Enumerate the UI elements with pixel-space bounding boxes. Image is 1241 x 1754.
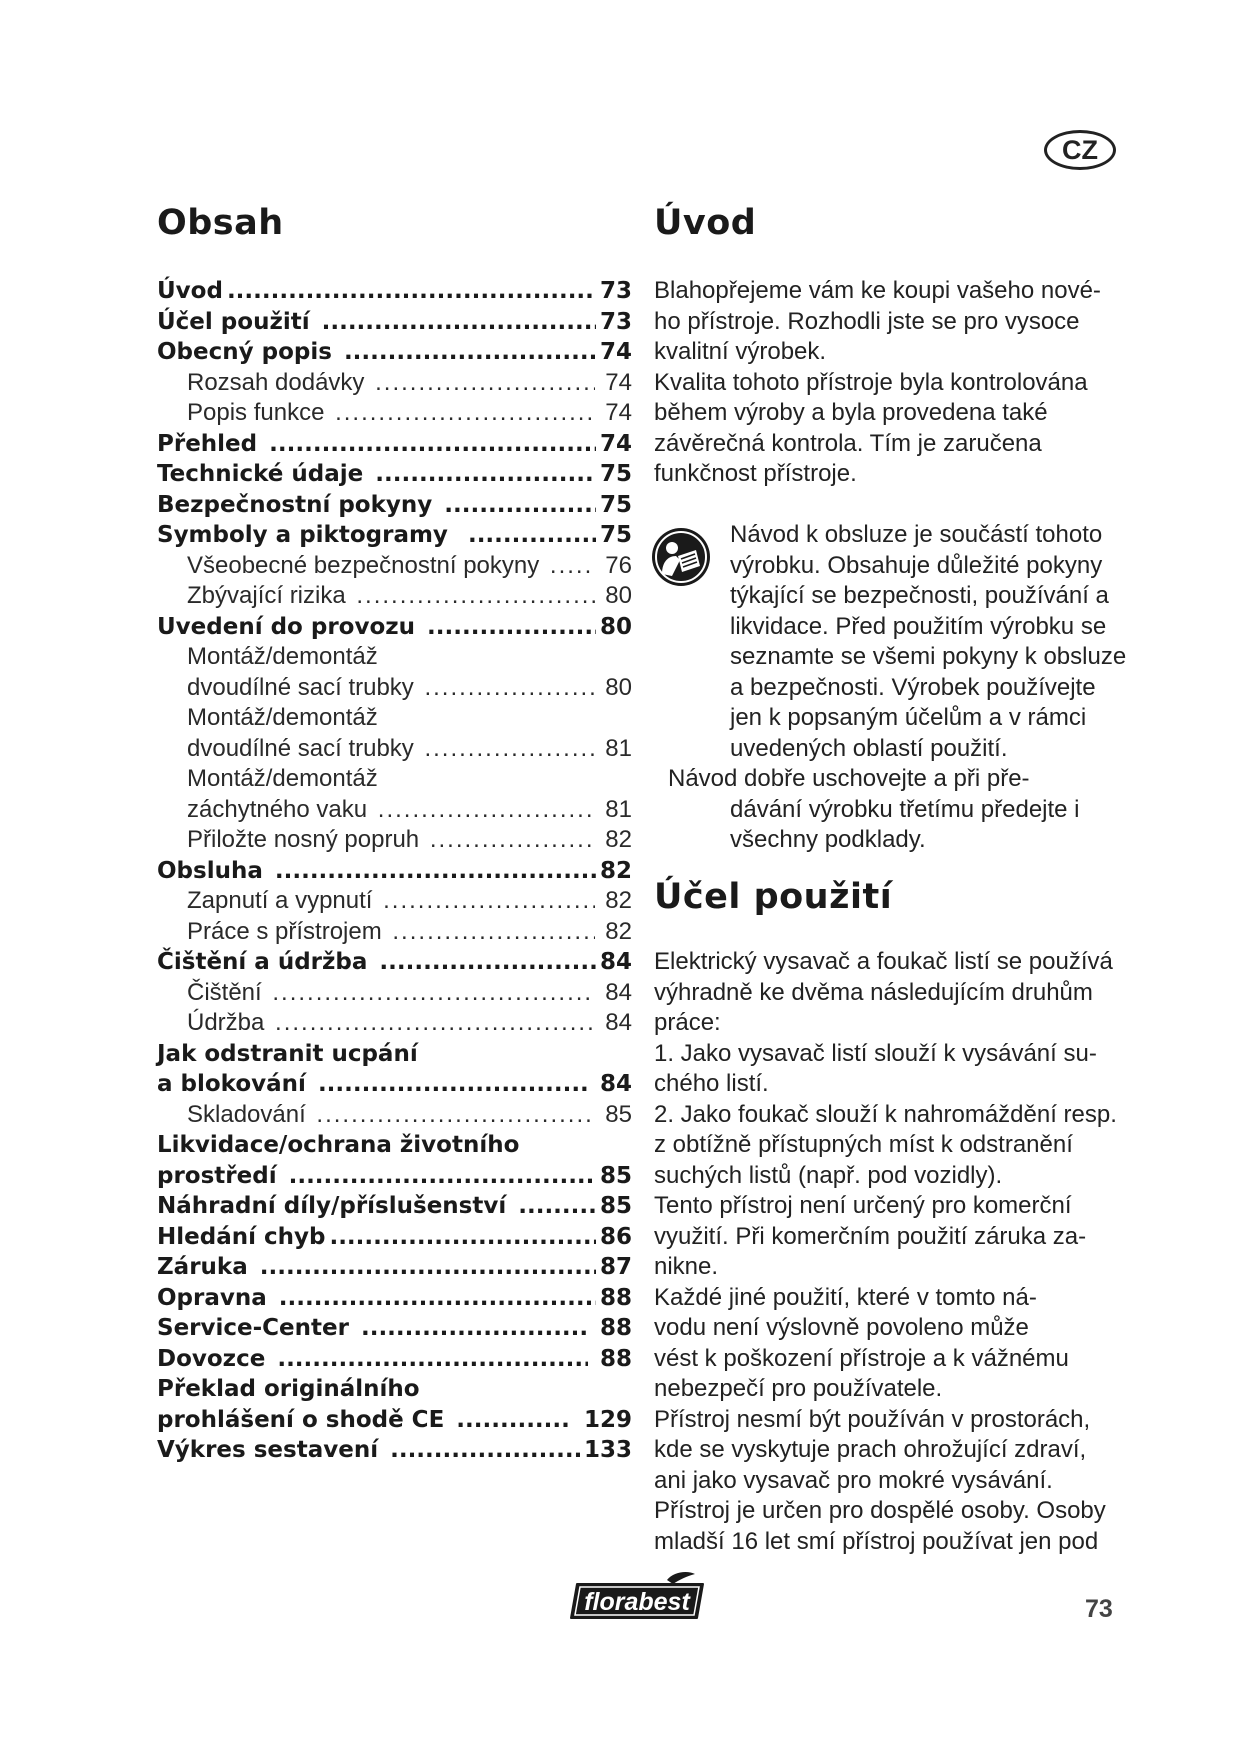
toc-leader — [427, 612, 596, 643]
note-line: výrobku. Obsahuje důležité pokyny — [730, 551, 1103, 579]
toc-entry-label: prostředí — [157, 1162, 285, 1189]
toc-heading: Obsah — [157, 203, 284, 243]
toc-subentry — [157, 642, 632, 673]
intro-line: ho přístroje. Rozhodli jste se pro vysoce — [654, 307, 1080, 335]
toc-entry-page: 84 — [598, 978, 632, 1006]
intro-line: Kvalita tohoto přístroje byla kontrolována — [654, 368, 1088, 396]
toc-subentry — [157, 1008, 632, 1039]
table-of-contents — [157, 276, 632, 1466]
toc-entry-label: Rozsah dodávky — [187, 368, 372, 396]
intro-paragraph — [654, 276, 1101, 490]
toc-entry — [157, 1344, 632, 1375]
manual-note-tail — [668, 764, 1030, 795]
toc-entry-page: 74 — [599, 430, 632, 457]
toc-leader — [260, 1252, 596, 1283]
toc-leader — [335, 398, 595, 429]
toc-entry-page: 80 — [598, 582, 632, 609]
toc-entry-label: Likvidace/ochrana životního — [157, 1132, 520, 1158]
toc-entry-label: Náhradní díly/příslušenství — [157, 1193, 515, 1219]
toc-leader — [279, 1283, 596, 1314]
toc-entry — [157, 459, 632, 490]
toc-entry-label: prohlášení o shodě CE — [157, 1406, 453, 1433]
toc-leader — [424, 734, 594, 765]
toc-leader — [375, 459, 596, 490]
toc-entry — [157, 1313, 632, 1344]
toc-entry — [157, 490, 632, 521]
purpose-line: mladší 16 let smí přístroj používat jen pod — [654, 1527, 1099, 1555]
toc-entry-page: 75 — [599, 522, 632, 548]
toc-leader — [390, 1435, 580, 1466]
purpose-line: 1. Jako vysavač listí slouží k vysávání su- — [654, 1039, 1097, 1067]
purpose-line: ani jako vysavač pro mokré vysávání. — [654, 1466, 1053, 1494]
toc-entry-label: Zbývající rizika — [187, 582, 353, 609]
language-badge: CZ — [1044, 130, 1116, 170]
toc-entry-page: 129 — [575, 1406, 632, 1433]
toc-entry-label: dvoudílné sací trubky — [187, 673, 421, 701]
toc-entry — [157, 1435, 632, 1466]
toc-leader — [329, 1222, 596, 1253]
purpose-line: chého listí. — [654, 1070, 769, 1097]
toc-entry-page: 73 — [599, 308, 632, 335]
toc-entry-label: záchytného vaku — [187, 795, 374, 823]
toc-entry — [157, 1283, 632, 1314]
toc-leader — [272, 978, 594, 1009]
toc-entry — [157, 856, 632, 887]
toc-entry-page: 80 — [599, 613, 632, 640]
toc-entry-label: Výkres sestavení — [157, 1437, 387, 1463]
toc-leader — [424, 673, 594, 704]
toc-entry-label: Obecný popis — [157, 339, 340, 365]
toc-leader — [275, 1008, 595, 1039]
toc-entry — [157, 520, 632, 551]
note-line: jen k popsaným účelům a v rámci — [730, 704, 1087, 731]
toc-subentry — [157, 703, 632, 734]
toc-leader — [456, 1405, 572, 1436]
toc-entry — [157, 307, 632, 338]
toc-entry-label: Všeobecné bezpečnostní pokyny — [187, 551, 546, 579]
toc-leader — [430, 825, 595, 856]
toc-entry-page: 133 — [583, 1437, 632, 1463]
toc-leader — [361, 1313, 588, 1344]
note-line: a bezpečnosti. Výrobek používejte — [730, 673, 1096, 701]
toc-entry-label: Přehled — [157, 430, 266, 457]
toc-entry — [157, 947, 632, 978]
purpose-line: práce: — [654, 1009, 721, 1036]
toc-subentry — [157, 764, 632, 795]
toc-entry-page: 75 — [599, 461, 632, 487]
toc-entry-label: Účel použití — [157, 308, 318, 335]
toc-entry-page: 88 — [591, 1315, 632, 1341]
purpose-line: nebezpečí pro používatele. — [654, 1375, 943, 1402]
purpose-heading: Účel použití — [654, 877, 893, 917]
note-line: likvidace. Před použitím výrobku se — [730, 612, 1107, 640]
toc-entry-page: 85 — [599, 1162, 632, 1189]
purpose-line: výhradně ke dvěma následujícím druhům — [654, 978, 1093, 1006]
purpose-line: nikne. — [654, 1253, 719, 1280]
toc-entry-label: Montáž/demontáž — [187, 704, 378, 731]
toc-leader — [550, 551, 595, 582]
purpose-line: využití. Při komerčním použití záruka za- — [654, 1222, 1087, 1250]
toc-subentry — [157, 978, 632, 1009]
toc-leader — [227, 276, 596, 307]
toc-entry — [157, 1161, 632, 1192]
purpose-line: z obtížně přístupných míst k odstranění — [654, 1131, 1073, 1158]
intro-line: Blahopřejeme vám ke koupi vašeho nové- — [654, 277, 1101, 304]
intro-line: kvalitní výrobek. — [654, 338, 827, 365]
read-manual-icon — [650, 526, 712, 588]
toc-entry-page: 82 — [598, 917, 632, 945]
toc-entry-label: Hledání chyb — [157, 1223, 326, 1250]
toc-entry-label: Úvod — [157, 278, 223, 304]
toc-entry-label: Skladování — [187, 1100, 313, 1128]
toc-subentry — [157, 398, 632, 429]
purpose-line: 2. Jako foukač slouží k nahromáždění resp. — [654, 1100, 1117, 1128]
toc-entry-label: Montáž/demontáž — [187, 765, 378, 792]
purpose-line: Každé jiné použití, které v tomto ná- — [654, 1283, 1037, 1311]
florabest-logo — [569, 1570, 709, 1622]
toc-leader — [344, 337, 596, 368]
toc-leader — [378, 795, 595, 826]
toc-entry-page: 76 — [598, 551, 632, 579]
purpose-line: Přístroj je určen pro dospělé osoby. Osoby — [654, 1497, 1106, 1524]
toc-entry-page: 82 — [599, 857, 632, 884]
purpose-line: Přístroj nesmí být používán v prostorách, — [654, 1405, 1091, 1433]
toc-entry-page: 81 — [598, 795, 632, 823]
toc-leader — [392, 917, 594, 948]
toc-leader — [444, 490, 596, 521]
intro-line: během výroby a byla provedena také — [654, 399, 1048, 426]
purpose-paragraph — [654, 947, 1117, 1557]
toc-entry-label: Přiložte nosný popruh — [187, 826, 426, 853]
toc-entry-label: Obsluha — [157, 857, 271, 884]
toc-entry — [157, 1252, 632, 1283]
toc-entry-page: 82 — [598, 826, 632, 853]
toc-leader — [379, 947, 596, 978]
toc-subentry — [157, 886, 632, 917]
manual-note — [730, 520, 1126, 764]
toc-entry-label: Symboly a piktogramy — [157, 522, 464, 548]
toc-entry-page: 88 — [591, 1345, 632, 1372]
toc-entry — [157, 1374, 632, 1405]
toc-entry-page: 75 — [599, 491, 632, 518]
toc-entry-label: dvoudílné sací trubky — [187, 734, 421, 762]
toc-entry-label: Service-Center — [157, 1315, 357, 1341]
toc-subentry — [157, 551, 632, 582]
toc-entry-label: Jak odstranit ucpání — [157, 1040, 418, 1067]
toc-entry — [157, 276, 632, 307]
intro-line: funkčnost přístroje. — [654, 460, 857, 487]
toc-entry-label: Překlad originálního — [157, 1376, 420, 1402]
toc-entry-label: Popis funkce — [187, 399, 332, 426]
toc-subentry — [157, 581, 632, 612]
toc-leader — [277, 1344, 588, 1375]
toc-entry-label: Opravna — [157, 1284, 275, 1311]
toc-entry — [157, 429, 632, 460]
toc-leader — [468, 520, 596, 551]
toc-leader — [356, 581, 594, 612]
note-line: seznamte se všemi pokyny k obsluze — [730, 643, 1127, 670]
toc-entry — [157, 612, 632, 643]
toc-entry-page: 84 — [591, 1071, 632, 1097]
toc-entry — [157, 1405, 632, 1436]
note-line: všechny podklady. — [730, 826, 926, 853]
toc-subentry — [157, 825, 632, 856]
purpose-line: kde se vyskytuje prach ohrožující zdraví, — [654, 1436, 1087, 1463]
toc-entry-page: 87 — [599, 1254, 632, 1280]
purpose-line: Tento přístroj není určený pro komerční — [654, 1192, 1072, 1219]
toc-entry-page: 88 — [599, 1284, 632, 1311]
toc-entry-page: 84 — [599, 949, 632, 975]
toc-entry-label: Technické údaje — [157, 461, 372, 487]
note-line: dávání výrobku třetímu předejte i — [730, 795, 1080, 823]
toc-entry-page: 80 — [598, 673, 632, 701]
toc-entry-label: Čištění — [187, 978, 269, 1006]
toc-entry-label: Čištění a údržba — [157, 949, 376, 975]
toc-entry-page: 85 — [598, 1100, 632, 1128]
toc-leader — [275, 856, 596, 887]
toc-leader — [316, 1100, 594, 1131]
toc-entry-label: Údržba — [187, 1009, 272, 1036]
toc-entry-label: a blokování — [157, 1071, 314, 1097]
toc-leader — [318, 1069, 588, 1100]
purpose-line: vést k poškození přístroje a k vážnému — [654, 1344, 1069, 1372]
toc-entry-label: Zapnutí a vypnutí — [187, 887, 380, 914]
toc-entry-page: 85 — [599, 1193, 632, 1219]
toc-subentry — [157, 673, 632, 704]
page-number: 73 — [1085, 1595, 1113, 1623]
toc-subentry — [157, 1100, 632, 1131]
toc-subentry — [157, 917, 632, 948]
toc-entry-page: 84 — [598, 1009, 632, 1036]
toc-entry-label: Záruka — [157, 1254, 256, 1280]
toc-entry-page: 82 — [598, 887, 632, 914]
intro-heading: Úvod — [654, 203, 757, 243]
toc-entry — [157, 1222, 632, 1253]
toc-entry-label: Uvedení do provozu — [157, 613, 424, 640]
toc-subentry — [157, 795, 632, 826]
toc-leader — [289, 1161, 596, 1192]
toc-entry — [157, 1069, 632, 1100]
toc-entry-page: 73 — [599, 278, 632, 304]
toc-entry — [157, 337, 632, 368]
toc-entry-page: 74 — [598, 368, 632, 396]
toc-subentry — [157, 734, 632, 765]
toc-entry — [157, 1130, 632, 1161]
toc-entry — [157, 1191, 632, 1222]
note-line: Návod k obsluze je součástí tohoto — [730, 521, 1103, 548]
toc-leader — [322, 307, 596, 338]
toc-entry-page: 81 — [598, 734, 632, 762]
purpose-line: Elektrický vysavač a foukač listí se používá — [654, 948, 1113, 975]
toc-leader — [518, 1191, 596, 1222]
toc-entry-page: 74 — [599, 339, 632, 365]
toc-entry-page: 74 — [598, 399, 632, 426]
toc-leader — [383, 886, 595, 917]
note-line: uvedených oblastí použití. — [730, 734, 1008, 762]
toc-entry-page: 86 — [599, 1223, 632, 1250]
toc-entry-label: Dovozce — [157, 1345, 274, 1372]
toc-entry-label: Bezpečnostní pokyny — [157, 491, 441, 518]
note-line: týkající se bezpečnosti, používání a — [730, 582, 1109, 609]
manual-note-tail-rest — [730, 795, 1080, 856]
toc-entry-label: Práce s přístrojem — [187, 917, 389, 945]
logo-text: florabest — [584, 1588, 690, 1616]
toc-leader — [269, 429, 596, 460]
manual-note-tail-first: Návod dobře uschovejte a při pře- — [668, 765, 1030, 792]
toc-entry-label: Montáž/demontáž — [187, 643, 378, 670]
intro-line: závěrečná kontrola. Tím je zaručena — [654, 429, 1042, 457]
toc-entry — [157, 1039, 632, 1070]
purpose-line: suchých listů (např. pod vozidly). — [654, 1161, 1003, 1189]
toc-subentry — [157, 368, 632, 399]
purpose-line: vodu není výslovně povoleno může — [654, 1314, 1029, 1341]
toc-leader — [375, 368, 595, 399]
